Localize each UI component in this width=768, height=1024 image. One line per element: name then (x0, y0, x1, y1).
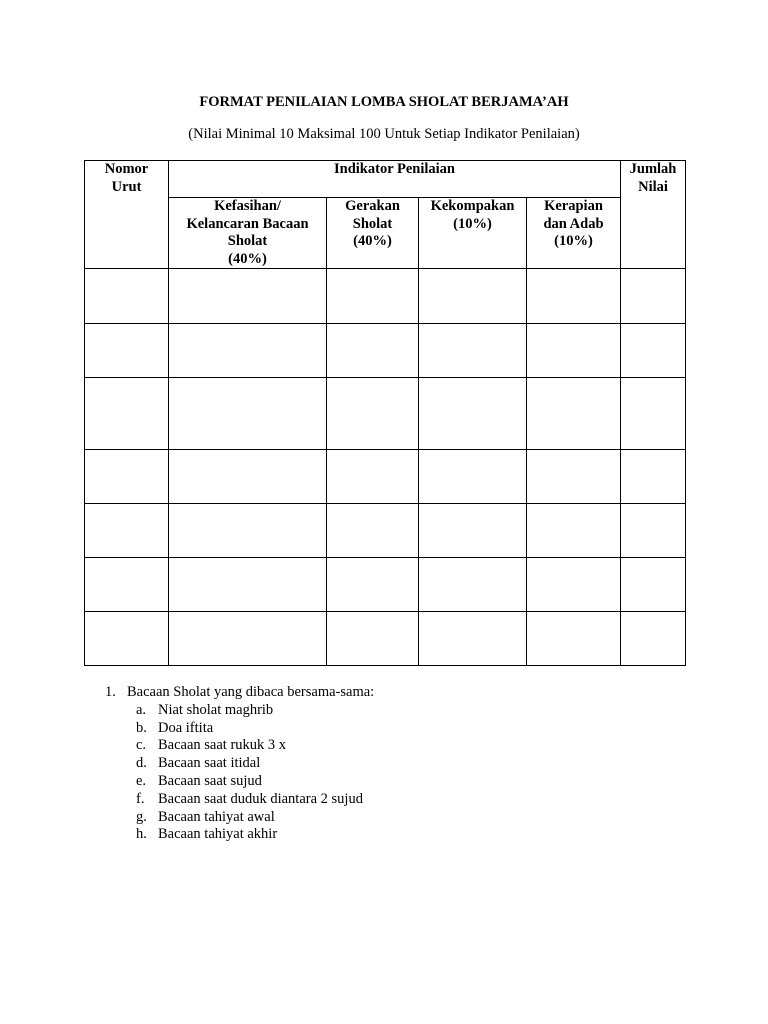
cell-kefasihan[interactable] (169, 504, 327, 558)
cell-gerakan[interactable] (327, 558, 419, 612)
header-indikator-penilaian: Indikator Penilaian (169, 161, 621, 198)
cell-kekompakan[interactable] (419, 324, 527, 378)
cell-jumlah[interactable] (621, 378, 686, 450)
sub-list-item: h. Bacaan tahiyat akhir (136, 826, 278, 843)
sub-list-item: a. Niat sholat maghrib (136, 701, 274, 718)
cell-kerapian[interactable] (527, 378, 621, 450)
cell-kekompakan[interactable] (419, 378, 527, 450)
sub-list-item: f. Bacaan saat duduk diantara 2 sujud (136, 790, 363, 807)
cell-kefasihan[interactable] (169, 558, 327, 612)
header-nomor-urut: Nomor Urut (85, 161, 169, 269)
cell-kekompakan[interactable] (419, 612, 527, 666)
cell-gerakan[interactable] (327, 378, 419, 450)
header-row-sub (85, 198, 686, 269)
header-jumlah-nilai: Jumlah Nilai (621, 161, 686, 269)
prayer-recitation-list (105, 684, 374, 844)
cell-nomor[interactable] (85, 558, 169, 612)
document-subtitle: (Nilai Minimal 10 Maksimal 100 Untuk Setiap Indikator Penilaian) (188, 126, 580, 142)
sub-list (136, 702, 374, 844)
cell-nomor[interactable] (85, 324, 169, 378)
header-kerapian-adab: Kerapian dan Adab (10%) (527, 198, 621, 269)
cell-jumlah[interactable] (621, 504, 686, 558)
cell-kerapian[interactable] (527, 558, 621, 612)
list-item (105, 684, 374, 702)
cell-gerakan[interactable] (327, 450, 419, 504)
sub-list-item: e. Bacaan saat sujud (136, 772, 262, 789)
cell-kerapian[interactable] (527, 269, 621, 324)
cell-jumlah[interactable] (621, 558, 686, 612)
cell-kefasihan[interactable] (169, 612, 327, 666)
cell-kekompakan[interactable] (419, 269, 527, 324)
scoring-table (84, 160, 686, 666)
cell-kefasihan[interactable] (169, 450, 327, 504)
cell-nomor[interactable] (85, 612, 169, 666)
cell-kerapian[interactable] (527, 324, 621, 378)
cell-kefasihan[interactable] (169, 378, 327, 450)
document-title: FORMAT PENILAIAN LOMBA SHOLAT BERJAMA’AH (199, 94, 569, 110)
cell-gerakan[interactable] (327, 612, 419, 666)
header-kekompakan: Kekompakan (10%) (419, 198, 527, 269)
table-row (85, 269, 686, 324)
table-row (85, 504, 686, 558)
cell-jumlah[interactable] (621, 324, 686, 378)
list-number: 1. (105, 684, 116, 700)
header-gerakan-sholat: Gerakan Sholat (40%) (327, 198, 419, 269)
sub-list-item: b. Doa iftita (136, 719, 214, 736)
cell-nomor[interactable] (85, 269, 169, 324)
sub-list-item: d. Bacaan saat itidal (136, 755, 261, 772)
table-row (85, 378, 686, 450)
cell-gerakan[interactable] (327, 504, 419, 558)
sub-list-item: c. Bacaan saat rukuk 3 x (136, 737, 287, 754)
table-row (85, 558, 686, 612)
cell-kekompakan[interactable] (419, 450, 527, 504)
cell-kefasihan[interactable] (169, 324, 327, 378)
header-row-top (85, 161, 686, 198)
cell-jumlah[interactable] (621, 269, 686, 324)
cell-jumlah[interactable] (621, 450, 686, 504)
cell-kekompakan[interactable] (419, 558, 527, 612)
cell-nomor[interactable] (85, 378, 169, 450)
cell-kefasihan[interactable] (169, 269, 327, 324)
cell-kerapian[interactable] (527, 504, 621, 558)
table-row (85, 324, 686, 378)
list-heading: Bacaan Sholat yang dibaca bersama-sama: (127, 684, 375, 700)
cell-kerapian[interactable] (527, 612, 621, 666)
sub-list-item: g. Bacaan tahiyat awal (136, 808, 275, 825)
table-row (85, 450, 686, 504)
cell-gerakan[interactable] (327, 324, 419, 378)
cell-kekompakan[interactable] (419, 504, 527, 558)
cell-nomor[interactable] (85, 504, 169, 558)
cell-gerakan[interactable] (327, 269, 419, 324)
cell-nomor[interactable] (85, 450, 169, 504)
header-kefasihan: Kefasihan/ Kelancaran Bacaan Sholat (40%) (169, 198, 327, 269)
cell-kerapian[interactable] (527, 450, 621, 504)
table-row (85, 612, 686, 666)
cell-jumlah[interactable] (621, 612, 686, 666)
